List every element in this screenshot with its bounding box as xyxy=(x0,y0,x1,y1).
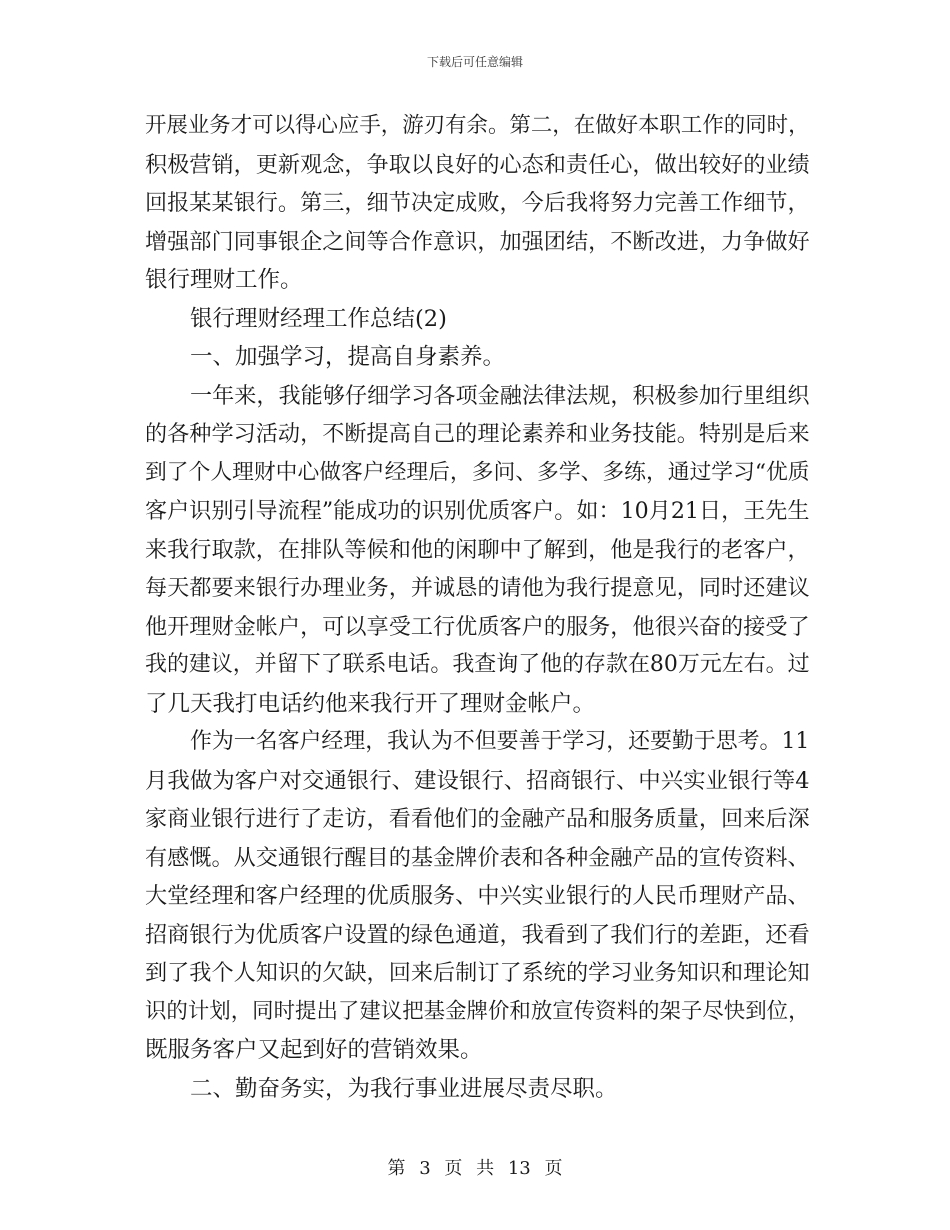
text-line: 开展业务才可以得心应手，游刃有余。第二，在做好本职工作的同时， xyxy=(145,113,810,138)
page-footer: 第 3 页 共 13 页 xyxy=(387,1158,563,1179)
text-line: 回报某某银行。第三，细节决定成败，今后我将努力完善工作细节， xyxy=(145,190,810,216)
text-line: 增强部门同事银企之间等合作意识，加强团结，不断改进，力争做好 xyxy=(145,229,810,255)
text-line: 了几天我打电话约他来我行开了理财金帐户。 xyxy=(145,691,596,717)
text-line: 我的建议，并留下了联系电话。我查询了他的存款在80万元左右。过 xyxy=(145,652,810,677)
text-line: 作为一名客户经理，我认为不但要善于学习，还要勤于思考。11 xyxy=(190,729,810,754)
text-line: 识的计划，同时提出了建议把基金牌价和放宣传资料的架子尽快到位， xyxy=(145,999,810,1024)
text-line: 每天都要来银行办理业务，并诚恳的请他为我行提意见，同时还建议 xyxy=(145,575,810,601)
text-line: 银行理财工作。 xyxy=(145,267,303,293)
text-line: 大堂经理和客户经理的优质服务、中兴实业银行的人民币理财产品、 xyxy=(145,883,810,909)
text-line: 月我做为客户对交通银行、建设银行、招商银行、中兴实业银行等4 xyxy=(145,768,810,794)
text-line: 到了我个人知识的欠缺，回来后制订了系统的学习业务知识和理论知 xyxy=(145,960,810,986)
page-header: 下载后可任意编辑 xyxy=(426,55,523,69)
text-line: 家商业银行进行了走访，看看他们的金融产品和服务质量，回来后深 xyxy=(145,806,810,832)
text-line: 招商银行为优质客户设置的绿色通道，我看到了我们行的差距，还看 xyxy=(145,922,810,948)
text-line: 积极营销，更新观念，争取以良好的心态和责任心，做出较好的业绩 xyxy=(145,152,810,178)
text-line: 到了个人理财中心做客户经理后，多问、多学、多练，通过学习“优质 xyxy=(145,460,810,485)
text-line: 既服务客户又起到好的营销效果。 xyxy=(145,1037,483,1063)
section-heading: 一、加强学习，提高自身素养。 xyxy=(190,344,506,370)
text-line: 一年来，我能够仔细学习各项金融法律法规，积极参加行里组织 xyxy=(190,383,810,409)
text-line: 来我行取款，在排队等候和他的闲聊中了解到，他是我行的老客户， xyxy=(145,537,810,563)
section-title: 银行理财经理工作总结(2) xyxy=(190,306,447,332)
section-heading: 二、勤奋务实，为我行事业进展尽责尽职。 xyxy=(190,1076,618,1102)
text-line: 客户识别引导流程”能成功的识别优质客户。如：10月21日，王先生 xyxy=(145,498,810,524)
text-line: 有感慨。从交通银行醒目的基金牌价表和各种金融产品的宣传资料、 xyxy=(145,845,810,871)
text-line: 的各种学习活动，不断提高自己的理论素养和业务技能。特别是后来 xyxy=(145,421,810,447)
text-line: 他开理财金帐户，可以享受工行优质客户的服务，他很兴奋的接受了 xyxy=(145,614,810,640)
